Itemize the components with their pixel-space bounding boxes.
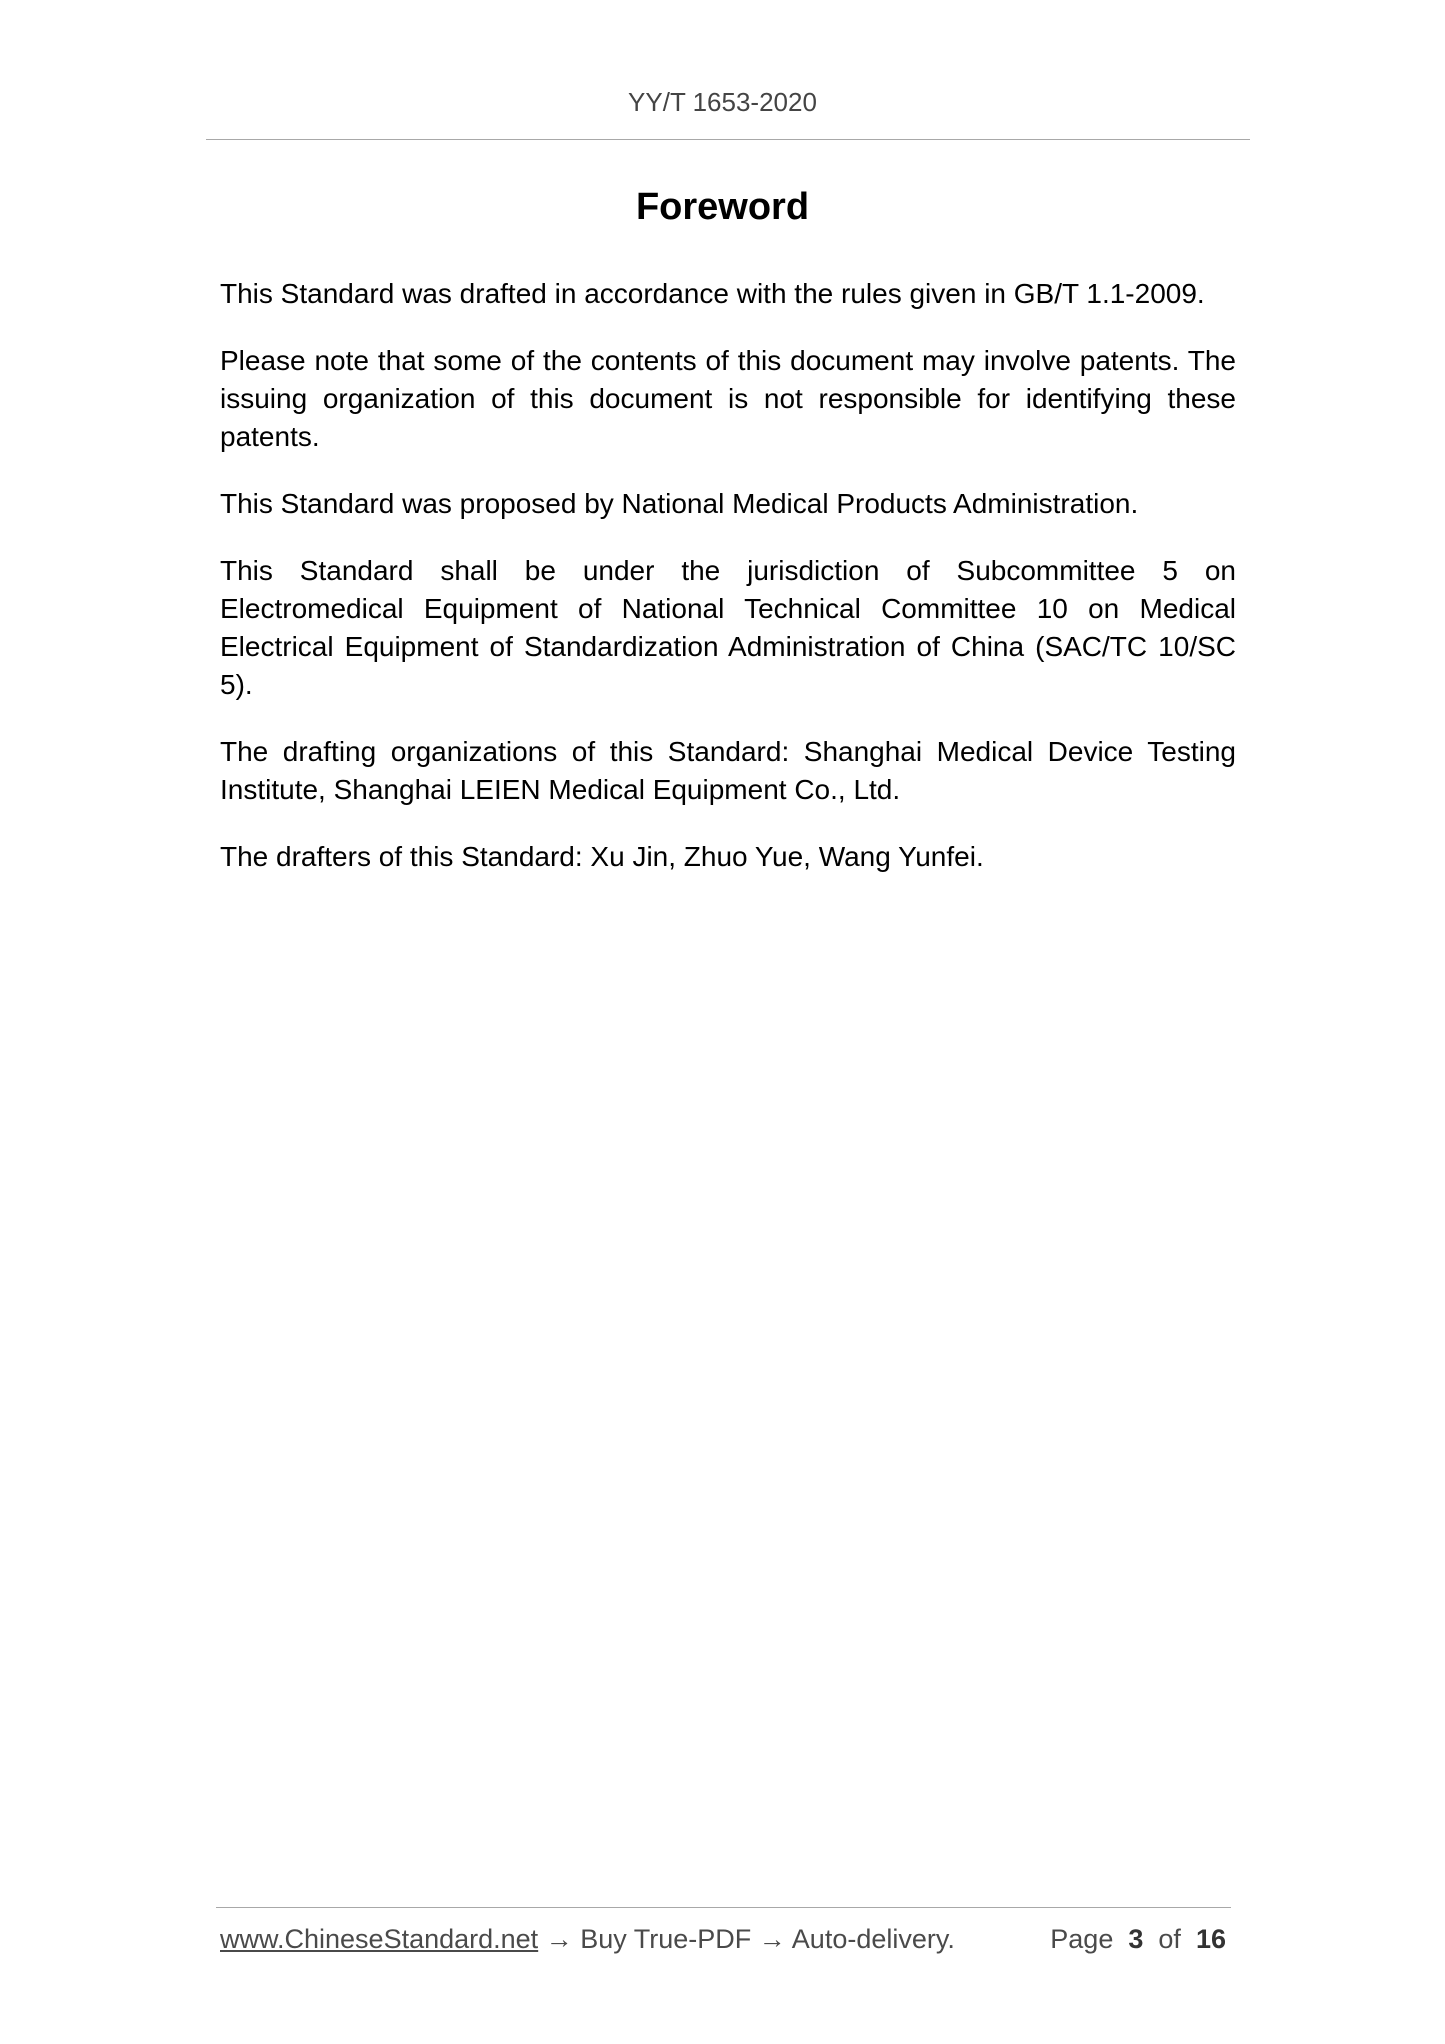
page-current: 3 (1128, 1924, 1144, 1954)
paragraph-drafters: The drafters of this Standard: Xu Jin, Zhuo Yue, Wang Yunfei. (220, 841, 984, 872)
foreword-body (220, 275, 1236, 905)
standard-code: YY/T 1653-2020 (628, 87, 817, 117)
auto-delivery-text: Auto-delivery. (791, 1924, 955, 1954)
paragraph-proposed-by: This Standard was proposed by National Medical Products Administration. (220, 488, 1139, 519)
page-number (1050, 1924, 1226, 1955)
buy-true-pdf-text: Buy True-PDF (580, 1924, 752, 1954)
arrow-right-icon: → (758, 1924, 786, 1954)
arrow-right-icon: → (545, 1924, 573, 1954)
footer-divider (216, 1907, 1231, 1908)
paragraph-jurisdiction: This Standard shall be under the jurisdiction of Subcommittee 5 on Electromedical Equipment of National Technical Committee 10 on Medical Electrical Equipment of Standardization Administration of China (SAC/TC 10/SC 5). (220, 555, 1236, 700)
page-label: Page (1050, 1924, 1114, 1954)
page-title: Foreword (635, 186, 810, 228)
paragraph-drafting-organizations: The drafting organizations of this Standard: Shanghai Medical Device Testing Institute, Shanghai LEIEN Medical Equipment Co., Ltd. (220, 736, 1236, 805)
footer-promo (220, 1924, 955, 1955)
header-divider (206, 139, 1250, 140)
page-of-label: of (1158, 1924, 1181, 1954)
paragraph-patents-note: Please note that some of the contents of this document may involve patents. The issuing organization of this document is not responsible for identifying these patents. (220, 345, 1236, 452)
page-total: 16 (1195, 1924, 1226, 1954)
paragraph-drafting-rules: This Standard was drafted in accordance with the rules given in GB/T 1.1-2009. (220, 278, 1205, 309)
website-link[interactable]: www.ChineseStandard.net (220, 1924, 539, 1954)
